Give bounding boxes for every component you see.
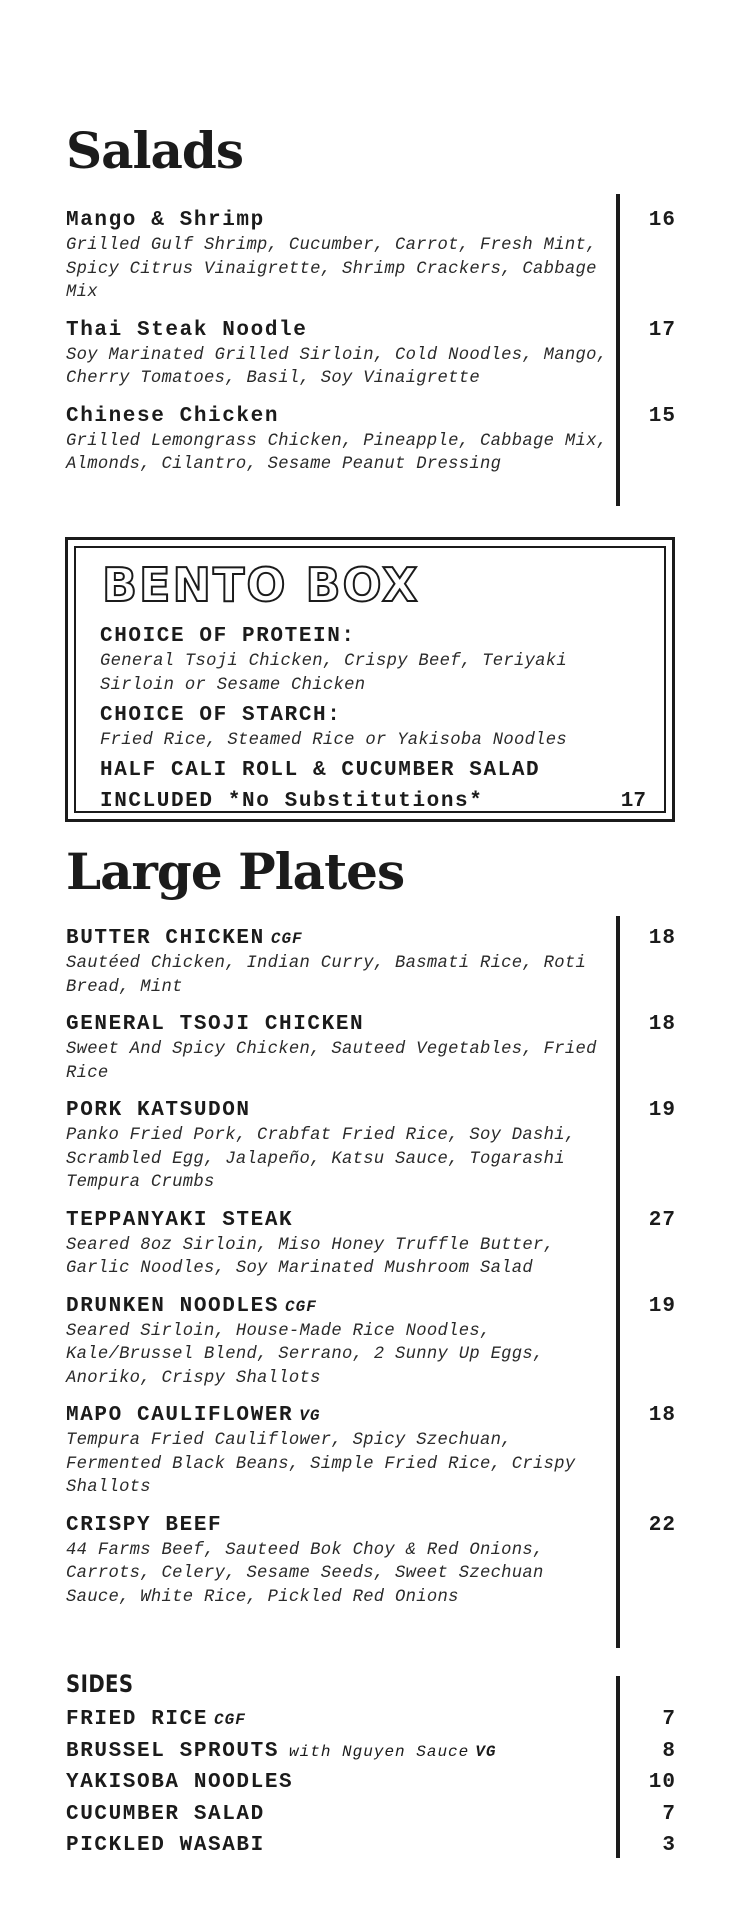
side-item — [66, 1736, 676, 1768]
large-plates-list — [66, 926, 676, 1609]
item-price: 17 — [648, 318, 676, 342]
item-price: 27 — [648, 1208, 676, 1232]
bento-box-panel — [65, 537, 675, 822]
bento-box-title: BENTO BOX — [102, 558, 420, 612]
item-price: 22 — [648, 1513, 676, 1537]
starch-label: CHOICE OF STARCH: — [100, 704, 342, 727]
item-name-wrap — [66, 1736, 676, 1769]
item-name: TEPPANYAKI STEAK — [66, 1208, 294, 1232]
menu-item — [66, 208, 676, 305]
item-price: 7 — [662, 1802, 676, 1826]
item-price: 19 — [648, 1294, 676, 1318]
item-description: Sautéed Chicken, Indian Curry, Basmati Rice, Roti Bread, Mint — [66, 954, 587, 997]
item-note: with Nguyen Sauce — [289, 1742, 470, 1761]
item-name: YAKISOBA NOODLES — [66, 1771, 294, 1794]
dietary-tag: VG — [299, 1407, 321, 1425]
item-price: 19 — [648, 1099, 676, 1122]
item-name: Thai Steak Noodle — [66, 318, 308, 342]
item-price: 8 — [662, 1739, 676, 1763]
dietary-tag: CGF — [285, 1297, 317, 1316]
item-price: 18 — [648, 927, 676, 950]
sides-list — [66, 1704, 676, 1862]
bento-price: 17 — [620, 790, 646, 813]
item-name: PICKLED WASABI — [66, 1834, 265, 1857]
salads-title: Salads — [66, 121, 244, 180]
menu-item — [66, 1403, 676, 1500]
protein-options: General Tsoji Chicken, Crispy Beef, Teriyaki Sirloin or Sesame Chicken — [100, 652, 568, 695]
side-item — [66, 1704, 676, 1736]
menu-item — [66, 1513, 676, 1610]
menu-item — [66, 318, 676, 391]
salads-list — [66, 208, 676, 477]
included-line-1: HALF CALI ROLL & CUCUMBER SALAD — [100, 759, 541, 782]
item-description: Grilled Lemongrass Chicken, Pineapple, Cabbage Mix, Almonds, Cilantro, Sesame Peanut Dressing — [66, 431, 608, 474]
large-plates-title: Large Plates — [66, 842, 405, 901]
included-line-2: INCLUDED *No Substitutions* — [100, 790, 484, 813]
item-name: BRUSSEL SPROUTS — [66, 1739, 280, 1763]
item-name: CUCUMBER SALAD — [66, 1802, 265, 1826]
menu-item — [66, 1098, 676, 1195]
menu-item — [66, 926, 676, 999]
item-description: Seared Sirloin, House-Made Rice Noodles, Kale/Brussel Blend, Serrano, 2 Sunny Up Eggs, Anoriko, Crispy Shallots — [66, 1321, 544, 1388]
menu-item — [66, 1208, 676, 1281]
item-name-wrap — [66, 1403, 676, 1429]
item-description: Grilled Gulf Shrimp, Cucumber, Carrot, Fresh Mint, Spicy Citrus Vinaigrette, Shrimp Crackers, Cabbage Mix — [66, 236, 597, 302]
item-name: Mango & Shrimp — [66, 209, 265, 232]
item-name: GENERAL TSOJI CHICKEN — [66, 1013, 365, 1036]
item-name-wrap — [66, 1294, 676, 1320]
item-name: Chinese Chicken — [66, 404, 280, 428]
item-name: BUTTER CHICKEN — [66, 927, 265, 950]
bento-box-inner-border — [74, 546, 666, 813]
item-name: DRUNKEN NOODLES — [66, 1294, 280, 1318]
item-name: CRISPY BEEF — [66, 1513, 223, 1537]
item-name-wrap — [66, 1704, 676, 1737]
side-item — [66, 1799, 676, 1831]
item-name-wrap — [66, 926, 676, 952]
item-price: 7 — [662, 1708, 676, 1731]
menu-item — [66, 404, 676, 477]
item-description: Seared 8oz Sirloin, Miso Honey Truffle Butter, Garlic Noodles, Soy Marinated Mushroom Salad — [66, 1235, 555, 1278]
item-price: 18 — [648, 1013, 676, 1036]
item-name: MAPO CAULIFLOWER — [66, 1404, 294, 1427]
protein-label: CHOICE OF PROTEIN: — [100, 625, 356, 648]
item-price: 16 — [648, 209, 676, 232]
item-price: 3 — [662, 1834, 676, 1857]
side-item — [66, 1830, 676, 1862]
sides-title: SIDES — [66, 1670, 134, 1698]
item-description: Soy Marinated Grilled Sirloin, Cold Noodles, Mango, Cherry Tomatoes, Basil, Soy Vinaigrette — [66, 345, 608, 388]
item-price: 15 — [648, 404, 676, 428]
dietary-tag: CGF — [214, 1711, 246, 1729]
item-name: FRIED RICE — [66, 1708, 209, 1731]
item-price: 18 — [648, 1404, 676, 1427]
item-description: 44 Farms Beef, Sauteed Bok Choy & Red Onions, Carrots, Celery, Sesame Seeds, Sweet Szechuan Sauce, White Rice, Pickled Red Onions — [66, 1540, 544, 1607]
item-description: Panko Fried Pork, Crabfat Fried Rice, Soy Dashi, Scrambled Egg, Jalapeño, Katsu Sauce, Togarashi Tempura Crumbs — [66, 1126, 576, 1192]
dietary-tag: CGF — [270, 930, 303, 948]
side-item — [66, 1767, 676, 1799]
menu-item — [66, 1294, 676, 1391]
menu-item — [66, 1012, 676, 1085]
item-description: Tempura Fried Cauliflower, Spicy Szechuan, Fermented Black Beans, Simple Fried Rice, Crispy Shallots — [66, 1431, 576, 1497]
starch-options: Fried Rice, Steamed Rice or Yakisoba Noodles — [100, 731, 568, 750]
dietary-tag: VG — [475, 1742, 497, 1761]
item-description: Sweet And Spicy Chicken, Sauteed Vegetables, Fried Rice — [66, 1040, 597, 1083]
item-price: 10 — [648, 1771, 676, 1794]
item-name: PORK KATSUDON — [66, 1099, 251, 1122]
